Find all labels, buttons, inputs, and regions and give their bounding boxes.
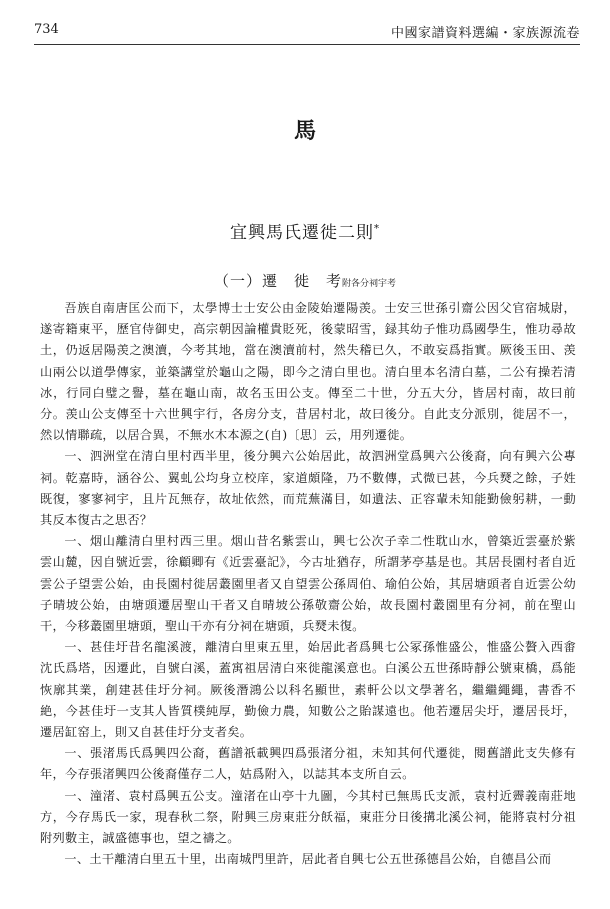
running-title: 中國家譜資料選編・家族源流卷 (390, 26, 580, 41)
page-number: 734 (34, 22, 59, 37)
footnote-mark: * (374, 223, 380, 235)
article-title (0, 218, 610, 243)
header-rule (34, 44, 580, 45)
section-heading-note: 附各分祠宇考 (342, 279, 397, 289)
surname-title: 馬 (293, 118, 316, 144)
page-header (34, 20, 580, 46)
article-title-text: 宜興馬氏遷徙二則 (230, 223, 374, 243)
paragraph-intro: 吾族自南唐匡公而下，太學博士士安公由金陵始遷陽羡。士安三世孫引齋公因父官宿城尉，遂寄籍東平，歷官侍御史，高宗朝因論權貴貶死，後蒙昭雪，録其幼子惟功爲國學生，惟功尋故土，仍返居陽羡之澳瀆，今考其地，當在澳瀆前村，然失稽已久，不敢妄爲指實。厥後玉田、羡山兩公以道學傳家，並築講堂於龜山之陽，即今之清白里也。清白里本名清白墓，二公有操若清冰，行同白璧之譽，墓在龜山南，故名玉田公支。傳至二十世，分五大分，皆居村南，故曰前分。羡山公支傳至十六世興宇行，各房分支，昔居村北，故曰後分。自此支分派別，徙居不一，然以情聯疏，以居合異，不無水木本源之(自)〔思〕云，用列遷徙。 (40, 301, 576, 443)
section-heading (0, 270, 610, 291)
paragraph-sizhoutang: 一、泗洲堂在清白里村西半里，後分興六公始居此，故泗洲堂爲興六公後裔，向有興六公專祠。乾嘉時，涵谷公、翼虬公均身立校庠，家道頗隆，乃不數傳，式微已甚，今兵燹之餘，子姓既復，寥寥祠宇，且片瓦無存，故址依然，而荒蕪滿目，如遺法、正容輩未知能勤儉躬耕，一動其反本復古之思否？ (40, 449, 576, 528)
paragraph-shenjiawei: 一、甚佳圩昔名龍溪渡，離清白里東五里，始居此者爲興七公冢孫惟盛公，惟盛公贅入西畬沈氏爲塔，因遷此，自號白溪，蓋寓祖居清白來徙龍溪意也。白溪公五世孫時靜公號東橋，爲能恢廓其業，創建甚佳圩分祠。厥後潛鴻公以科名顯世，素軒公以文學著名，繼繼繩繩，書香不絶，今甚佳圩一支其人皆質樸純厚，勤儉力農，知數公之貽謀遠也。他若遷居尖圩，遷居長圩，遷居缸窑上，則又自甚佳圩分支者矣。 (40, 640, 576, 740)
paragraph-tongzhu: 一、潼渚、袁村爲興五公支。潼渚在山亭十九圖，今其村已無馬氏支派，袁村近霽義南莊地方，今存馬氏一家，現春秋二祭，附興三房東莊分飫福，東莊分日後搆北溪公祠，能將袁村分祖附列數主，誠盛德事也，望之禱之。 (40, 788, 576, 846)
paragraph-tugan: 一、土干離清白里五十里，出南城門里許，居此者自興七公五世孫德昌公始，自德昌公而 (64, 852, 552, 867)
paragraph-zhangzhu: 一、張渚馬氏爲興四公裔，舊譜祇載興四爲張渚分祖，未知其何代遷徙，閱舊譜此支失修有年，今存張渚興四公後裔僅存二人，姑爲附入，以誌其本支所自云。 (40, 746, 576, 782)
paragraph-yanshan: 一、烟山離清白里村西三里。烟山昔名紫雲山，興七公次子幸二性耽山水，曾築近雲臺於紫雲山麓，因自號近雲，徐顧卿有《近雲臺記》，今古址猶存，所謂茅亭基是也。其居長園村者自近雲公子望雲公始，由長園村徙居叢園里者又自望雲公孫周伯、瑜伯公始，其居塘頭者自近雲公幼子晴坡公始，由塘頭遷居聖山干者又自晴坡公孫敬齋公始，故長園村叢園里有分祠，前在聖山干，今移叢園里塘頭，聖山干亦有分祠在塘頭，兵燹未復。 (40, 534, 576, 634)
body-text (40, 298, 576, 870)
section-heading-text: （一）遷 徙 考 (213, 272, 342, 290)
